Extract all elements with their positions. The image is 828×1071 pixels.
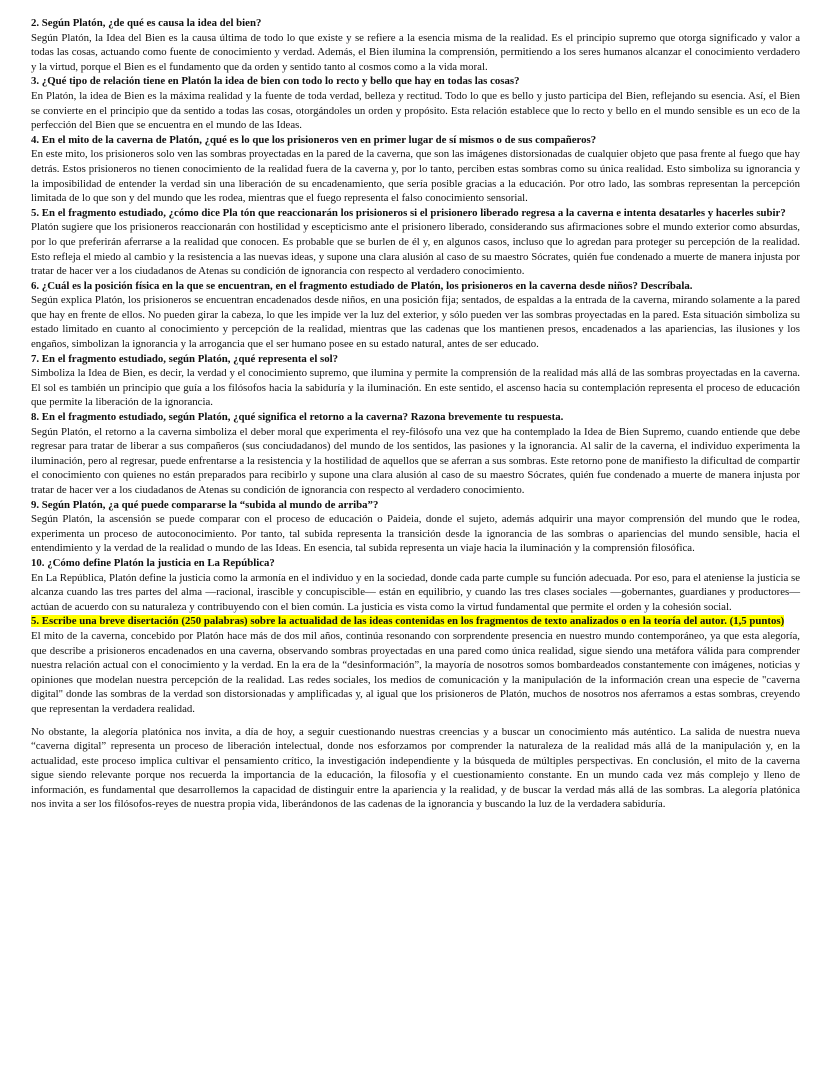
qa-block-3	[31, 74, 800, 132]
qa-block-5	[31, 206, 800, 279]
qa-block-9	[31, 498, 800, 556]
answer-paragraph: Simboliza la Idea de Bien, es decir, la verdad y el conocimiento supremo, que ilumina y permite la comprensión de la realidad más allá de las sombras proyectadas en la caverna. El sol es también un principio que guía a los filósofos hacia la sabiduría y la iluminación. En este sentido, el ascenso hacia su contemplación representa el proceso de educación que permite la liberación de la ignorancia.	[31, 367, 800, 409]
qa-block-7	[31, 352, 800, 410]
question-heading: 2. Según Platón, ¿de qué es causa la idea del bien?	[31, 17, 262, 29]
answer-paragraph: En Platón, la idea de Bien es la máxima realidad y la fuente de toda verdad, belleza y rectitud. Todo lo que es bello y justo participa del Bien, reflejando su esencia. Así, el Bien se convierte en el principio que da sentido a todas las cosas, otorgándoles un orden y propósito. Esta relación establece que lo recto y bello en el mundo sensible es un eco de la perfección del Bien que se encuentra en el mundo de las Ideas.	[31, 89, 800, 132]
answer-paragraph: Según explica Platón, los prisioneros se encuentran encadenados desde niños, en una posición fija; sentados, de espaldas a la entrada de la caverna, mirando solamente a la pared que hay en frente de ellos. No pueden girar la cabeza, lo que les impide ver la luz del exterior, y sólo pueden ver las sombras proyectadas en la pared. Esta situación simboliza su estado limitado en cuanto al conocimiento y percepción de la realidad, mientras que las cadenas que los mantienen presos, encadenados a las apariencias, las ilusiones y los engaños, simbolizan la ignorancia y la arrogancia que el ser humano posee en su estado natural, antes de ser educado.	[31, 294, 800, 351]
qa-block-6	[31, 279, 800, 352]
answer-paragraph: Según Platón, la Idea del Bien es la causa última de todo lo que existe y se refiere a la esencia misma de la realidad. Es el principio supremo que otorga significado y valor a todas las cosas, actuando como fuente de conocimiento y verdad. Además, el Bien ilumina la comprensión, permitiendo a los seres humanos alcanzar el conocimiento verdadero y la virtud, porque el Bien es el fundamento que da orden y sentido tanto al cosmos como a la vida moral.	[31, 31, 800, 73]
essay-prompt-highlight: 5. Escribe una breve disertación (250 palabras) sobre la actualidad de las ideas contenidas en los fragmentos de texto analizados o en la teoría del autor. (1,5 puntos)	[31, 615, 785, 628]
question-heading: 9. Según Platón, ¿a qué puede compararse la “subida al mundo de arriba”?	[31, 498, 379, 511]
question-heading: 6. ¿Cuál es la posición física en la que se encuentran, en el fragmento estudiado de Platón, los prisioneros en la caverna desde niños? Descríbala.	[31, 279, 693, 292]
question-heading: 7. En el fragmento estudiado, según Platón, ¿qué representa el sol?	[31, 352, 339, 365]
answer-paragraph: En La República, Platón define la justicia como la armonía en el individuo y en la sociedad, donde cada parte cumple su función adecuada. Por eso, para el ateniense la justicia se alcanza cuando las tres partes del alma —racional, irascible y concupiscible— están en equilibrio, y cuando las tres clases sociales —gobernantes, guardianes y productores— actúan de acuerdo con su naturaleza y contribuyendo con el bien común. La justicia es vista como la virtud fundamental que permite el orden y la cohesión social.	[31, 571, 801, 613]
essay-paragraph-1: El mito de la caverna, concebido por Platón hace más de dos mil años, continúa resonando con sorprendente presencia en nuestro mundo contemporáneo, ya que esta alegoría, que describe a prisioneros encadenados en una caverna, observando sombras proyectadas en una pared como única realidad, sigue siendo una metáfora válida para comprender nuestra relación actual con el conocimiento y la verdad. En la era de la “desinformación”, la mayoría de nosotros somos bombardeados constantemente con imágenes, noticias y opiniones que modelan nuestra percepción de la realidad. Las redes sociales, los medios de comunicación y la manipulación de la información crean una especie de "caverna digital" donde las sombras de la verdad son distorsionadas y amplificadas y, al igual que los prisioneros de Platón, muchos de nosotros nos aferramos a estas sombras, creyendo que representan la verdadera realidad.	[31, 629, 800, 715]
essay-block	[31, 614, 800, 812]
question-heading: 4. En el mito de la caverna de Platón, ¿qué es lo que los prisioneros ven en primer lugar de sí mismos o de sus compañeros?	[31, 133, 597, 146]
answer-paragraph: Platón sugiere que los prisioneros reaccionarán con hostilidad y escepticismo ante el prisionero liberado, considerando sus afirmaciones sobre el mundo exterior como absurdas, por lo que preferirán aferrarse a la realidad que conocen. Es probable que se burlen de él y, en algunos casos, incluso que lo agredan para proteger su percepción de la realidad. Esto refleja el miedo al cambio y la resistencia a las nuevas ideas, y supone una clara alusión al caso de su maestro Sócrates, quién fue condenado a muerte de manera injusta por tratar de hacer ver a los ciudadanos de Atenas su condición de ignorancia con respecto al verdadero conocimiento.	[31, 221, 800, 278]
answer-paragraph: Según Platón, el retorno a la caverna simboliza el deber moral que experimenta el rey-filósofo una vez que ha contemplado la Idea de Bien Supremo, cuando entiende que debe regresar para tratar de liberar a sus compañeros (sus conciudadanos) del mundo de los sentidos, las pasiones y la ignorancia. Al salir de la caverna, el individuo experimenta la iluminación, pero al regresar, puede enfrentarse a la resistencia y la hostilidad de aquellos que se aferran a sus sombras. Este retorno pone de manifiesto la dificultad de compartir el conocimiento con quienes no están preparados para recibirlo y supone una clara alusión al caso de su maestro Sócrates, quién fue condenado a muerte de manera injusta por tratar de hacer ver a los ciudadanos de Atenas su condición de ignorancia con respecto al verdadero conocimiento.	[31, 425, 800, 496]
question-heading: 3. ¿Qué tipo de relación tiene en Platón la idea de bien con todo lo recto y bello que hay en todas las cosas?	[31, 75, 520, 88]
question-heading: 5. En el fragmento estudiado, ¿cómo dice Pla tón que reaccionarán los prisioneros si el prisionero liberado regresa a la caverna e intenta desatarles y hacerles subir?	[31, 206, 786, 219]
answer-paragraph: En este mito, los prisioneros solo ven las sombras proyectadas en la pared de la caverna, que son las imágenes distorsionadas de cualquier objeto que pasa frente al fuego que hay detrás. Estos prisioneros no tienen conocimiento de la realidad fuera de la caverna y, por lo tanto, perciben estas sombras como su única realidad. Esto simboliza su ignorancia y la imposibilidad de entender la verdad sin una liberación de su encadenamiento, que sería posible gracias a la educación. Por otro lado, las sombras representan la percepción limitada de lo que son y del mundo que les rodea, mientras que el fuego representa el falso conocimiento sensorial.	[31, 148, 800, 205]
qa-block-4	[31, 133, 800, 206]
question-heading: 8. En el fragmento estudiado, según Platón, ¿qué significa el retorno a la caverna? Razona brevemente tu respuesta.	[31, 411, 564, 424]
qa-block-10	[31, 556, 800, 614]
essay-paragraph-2: No obstante, la alegoría platónica nos invita, a día de hoy, a seguir cuestionando nuestras creencias y a buscar un conocimiento más auténtico. La salida de nuestra nueva “caverna digital” representa un proceso de liberación intelectual, donde nos esforzamos por comprender la naturaleza de la realidad más allá de la manipulación y, en la actualidad, este proceso implica cultivar el pensamiento crítico, la investigación independiente y la búsqueda de múltiples perspectivas. En conclusión, el mito de la caverna sigue siendo relevante porque nos recuerda la importancia de la educación, la filosofía y el cuestionamiento constante. En un mundo cada vez más complejo y lleno de información, es fundamental que desarrollemos la capacidad de distinguir entre la apariencia y la realidad, y de buscar la verdad más allá de las sombras. La alegoría platónica nos invita a ser los filósofos-reyes de nuestra propia vida, liberándonos de las cadenas de la ignorancia y buscando la luz de la verdadera sabiduría.	[31, 725, 800, 811]
qa-block-8	[31, 410, 800, 498]
answer-paragraph: Según Platón, la ascensión se puede comparar con el proceso de educación o Paideia, donde el sujeto, además adquirir una mayor comprensión del mundo que le rodea, experimenta un proceso de autoconocimiento. Por tanto, tal subida representa la transición desde la ignorancia de las sombras o apariencias del mundo sensible, hacia el entendimiento y la verdad de la realidad o mundo de las Ideas. En esencia, tal subida representa un viaje hacia la iluminación y la comprensión filosófica.	[31, 513, 800, 555]
essay-prompt-heading	[31, 614, 800, 629]
question-heading: 10. ¿Cómo define Platón la justicia en La República?	[31, 556, 275, 569]
qa-block-2	[31, 16, 800, 74]
